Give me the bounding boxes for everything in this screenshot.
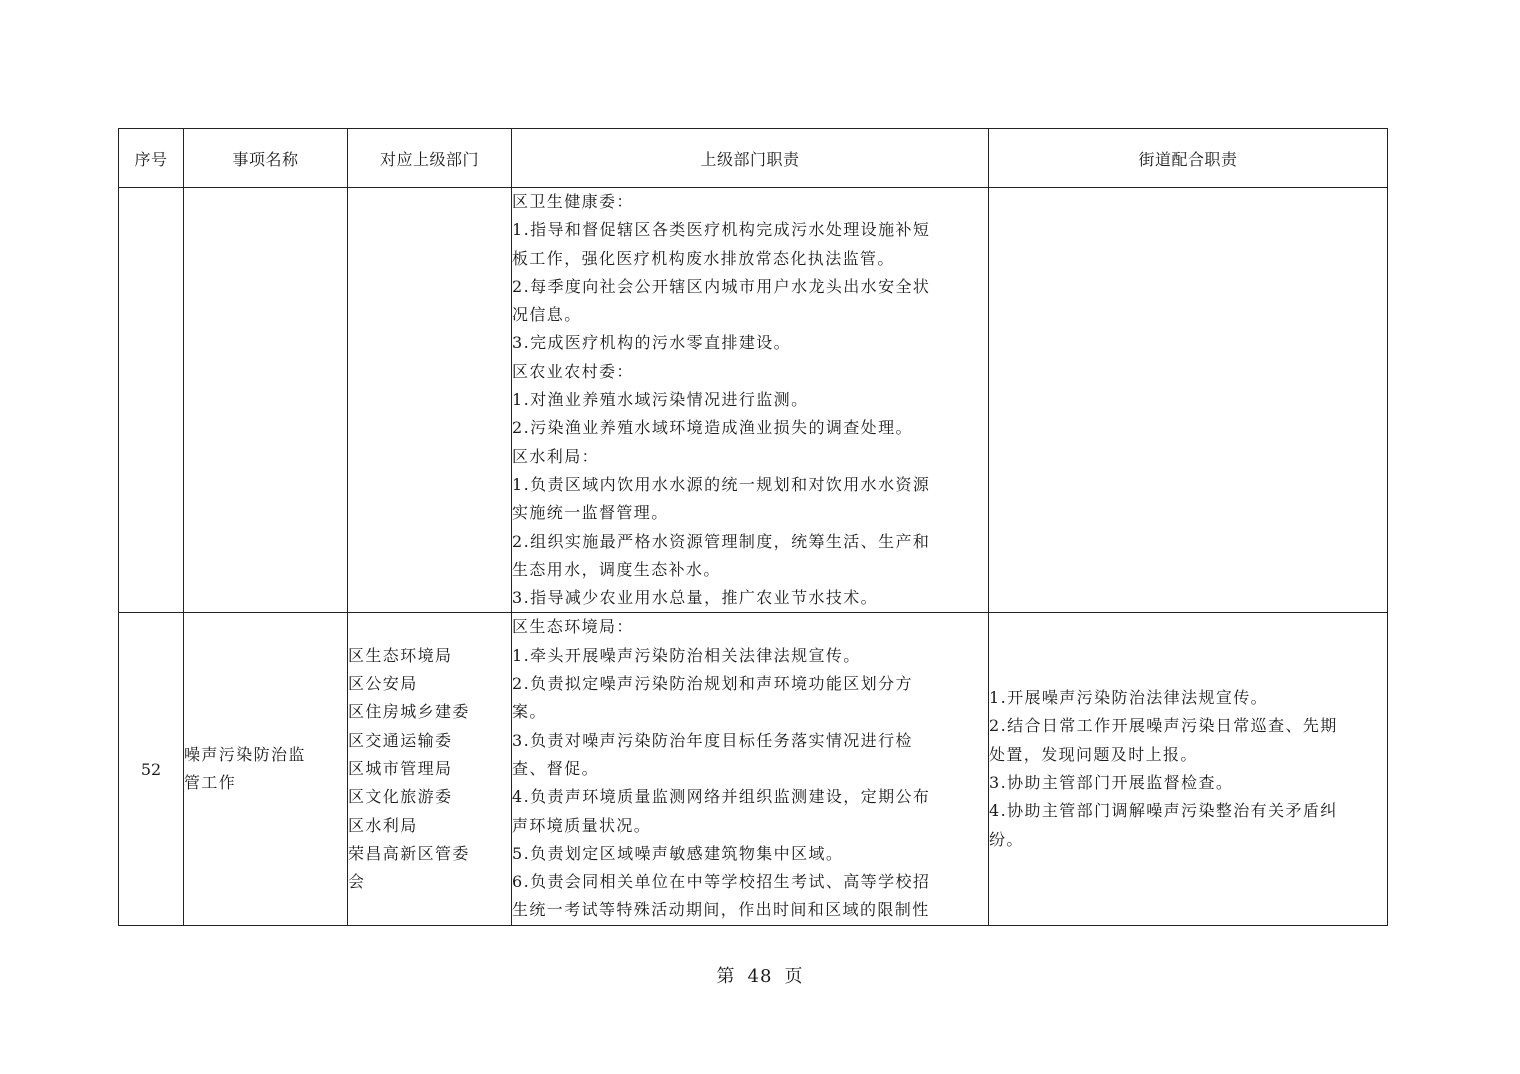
duty-line: 案。 [512, 702, 547, 722]
street-duty-line: 处置，发现问题及时上报。 [989, 744, 1198, 764]
superior-duties-list [512, 188, 988, 612]
duty-line: 2.负责拟定噪声污染防治规划和声环境功能区划分方 [512, 674, 913, 694]
header-superior-duties: 上级部门职责 [512, 129, 989, 188]
duty-line: 查、督促。 [512, 758, 600, 778]
department-line: 区交通运输委 [348, 730, 453, 750]
duty-line: 实施统一监督管理。 [512, 503, 669, 523]
item-name-line: 管工作 [184, 773, 237, 793]
duty-table [118, 128, 1388, 926]
duty-line: 生统一考试等特殊活动期间，作出时间和区域的限制性 [512, 900, 930, 920]
department-line: 荣昌高新区管委 [348, 843, 470, 863]
duty-line: 区卫生健康委： [512, 192, 634, 211]
header-item-name: 事项名称 [184, 129, 348, 188]
street-duty-line: 3.协助主管部门开展监督检查。 [989, 773, 1234, 793]
cell-no-empty [119, 188, 184, 613]
cell-superior-duties-continued [512, 188, 989, 613]
cell-departments-empty [348, 188, 512, 613]
department-line: 区生态环境局 [348, 645, 453, 665]
department-line: 区住房城乡建委 [348, 702, 470, 722]
item-name-text [184, 741, 347, 798]
duty-line: 1.牵头开展噪声污染防治相关法律法规宣传。 [512, 645, 861, 665]
departments-list [348, 642, 511, 897]
duty-line: 板工作，强化医疗机构废水排放常态化执法监管。 [512, 248, 895, 268]
cell-item-name [184, 613, 348, 925]
street-duty-line: 1.开展噪声污染防治法律法规宣传。 [989, 688, 1269, 708]
page-prefix: 第 [716, 966, 736, 987]
cell-street-duties [989, 613, 1388, 925]
cell-departments [348, 613, 512, 925]
duty-line: 区生态环境局： [512, 617, 634, 637]
duty-line: 2.每季度向社会公开辖区内城市用户水龙头出水安全状 [512, 276, 931, 296]
department-line: 区公安局 [348, 674, 418, 694]
duty-line: 3.完成医疗机构的污水零直排建设。 [512, 333, 792, 353]
header-street-duties: 街道配合职责 [989, 129, 1388, 188]
street-duty-line: 4.协助主管部门调解噪声污染整治有关矛盾纠 [989, 801, 1338, 821]
page-suffix: 页 [784, 966, 804, 987]
duty-line: 区水利局： [512, 446, 600, 466]
duty-line: 4.负责声环境质量监测网络并组织监测建设，定期公布 [512, 787, 931, 807]
page-number-value: 48 [747, 966, 773, 987]
cell-no: 52 [119, 613, 184, 925]
department-line: 区文化旅游委 [348, 787, 453, 807]
department-line: 会 [348, 872, 366, 892]
department-line: 区水利局 [348, 815, 418, 835]
item-name-line: 噪声污染防治监 [184, 744, 306, 764]
cell-item-empty [184, 188, 348, 613]
street-duty-line: 纷。 [989, 829, 1024, 849]
duty-line: 生态用水，调度生态补水。 [512, 559, 721, 579]
duty-line: 声环境质量状况。 [512, 815, 652, 835]
header-superior-department: 对应上级部门 [348, 129, 512, 188]
duty-line: 3.负责对噪声污染防治年度目标任务落实情况进行检 [512, 730, 913, 750]
duty-line: 6.负责会同相关单位在中等学校招生考试、高等学校招 [512, 872, 931, 892]
duty-line: 5.负责划定区域噪声敏感建筑物集中区域。 [512, 843, 844, 863]
duty-line: 2.组织实施最严格水资源管理制度，统筹生活、生产和 [512, 531, 931, 551]
duty-line: 1.负责区域内饮用水水源的统一规划和对饮用水水资源 [512, 474, 931, 494]
table-row-continued [119, 188, 1388, 613]
duty-line: 3.指导减少农业用水总量，推广农业节水技术。 [512, 588, 879, 608]
header-no: 序号 [119, 129, 184, 188]
duty-line: 2.污染渔业养殖水域环境造成渔业损失的调查处理。 [512, 418, 913, 438]
cell-superior-duties [512, 613, 989, 925]
duty-line: 况信息。 [512, 305, 582, 325]
department-line: 区城市管理局 [348, 758, 453, 778]
table-header-row [119, 129, 1388, 188]
superior-duties-list [512, 613, 988, 924]
street-duty-line: 2.结合日常工作开展噪声污染日常巡查、先期 [989, 716, 1338, 736]
duty-line: 区农业农村委： [512, 361, 634, 381]
street-duties-list [989, 684, 1387, 854]
duty-line: 1.指导和督促辖区各类医疗机构完成污水处理设施补短 [512, 220, 931, 240]
table-row-52 [119, 613, 1388, 925]
page-number [0, 962, 1520, 988]
cell-street-duties-empty [989, 188, 1388, 613]
duty-line: 1.对渔业养殖水域污染情况进行监测。 [512, 390, 809, 410]
